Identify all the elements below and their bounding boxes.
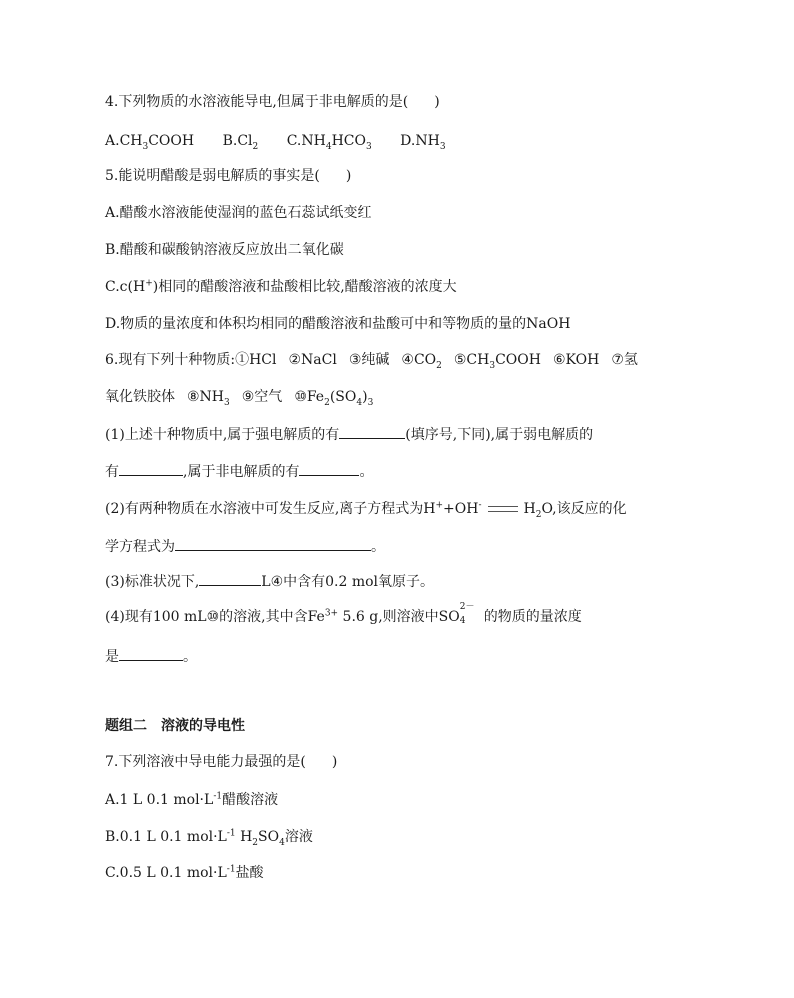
answer-blank[interactable] <box>199 571 261 586</box>
q4-option-c: $C.NH_4HCO_3$ <box>286 133 372 152</box>
q4-option-b: $B.Cl_2$ <box>222 133 259 152</box>
q4-option-a: $A.CH_3COOH$ <box>105 133 195 152</box>
q6-part4-cont: 是 。 <box>105 646 197 667</box>
q6-part1: (1)上述十种物质中,属于强电解质的有 (填序号,下同),属于弱电解质的 <box>105 424 593 445</box>
q4-options <box>105 131 446 151</box>
section-heading: 题组二 溶液的导电性 <box>105 718 245 734</box>
so4-charge: 2－ 4 <box>459 602 475 626</box>
q6-part3: (3)标准状况下, L④中含有0.2 mol氧原子。 <box>105 571 434 592</box>
q6-part1-cont: 有 ,属于非电解质的有 。 <box>105 461 373 482</box>
equals-sign-icon <box>488 506 518 512</box>
q7-option-b: B.0.1 L 0.1 $mol\cdot L^{-1}$ $H_2SO_4$溶液 <box>105 828 313 848</box>
answer-blank[interactable] <box>119 461 183 476</box>
q4-option-d: $D.NH_3$ <box>400 133 446 152</box>
q6-part2-cont: 学方程式为 。 <box>105 536 385 557</box>
q5-stem: 5.能说明醋酸是弱电解质的事实是( ) <box>105 168 352 184</box>
q6-part4: (4)现有100 mL⑩的溶液,其中含$Fe^{3+}$ 5.6 g,则溶液中SO 2－ 4 的物质的量浓度 <box>105 602 582 626</box>
answer-blank[interactable] <box>175 536 371 551</box>
q6-part2: (2)有两种物质在水溶液中可发生反应,离子方程式为H++OH- $H_2O$,该反应的化 <box>105 500 627 520</box>
q5-option-d: D.物质的量浓度和体积均相同的醋酸溶液和盐酸可中和等物质的量的NaOH <box>105 316 571 332</box>
q7-stem: 7.下列溶液中导电能力最强的是( ) <box>105 754 338 770</box>
q5-option-b: B.醋酸和碳酸钠溶液反应放出二氧化碳 <box>105 242 344 258</box>
q6-stem-cont: 氧化铁胶体 $⑧NH_3$ ⑨空气 $⑩Fe_2(SO_4)_3$ <box>105 389 374 408</box>
answer-blank[interactable] <box>339 424 405 439</box>
q5-option-a: A.醋酸水溶液能使湿润的蓝色石蕊试纸变红 <box>105 205 372 221</box>
answer-blank[interactable] <box>119 646 183 661</box>
q4-stem: 4.下列物质的水溶液能导电,但属于非电解质的是( ) <box>105 94 440 110</box>
q5-option-c: C.c(H+)相同的醋酸溶液和盐酸相比较,醋酸溶液的浓度大 <box>105 278 457 295</box>
answer-blank[interactable] <box>299 461 359 476</box>
q7-option-a: A.1 L 0.1 $mol\cdot L^{-1}$醋酸溶液 <box>105 791 279 808</box>
q7-option-c: C.0.5 L 0.1 $mol\cdot L^{-1}$盐酸 <box>105 864 264 881</box>
q6-stem: 6.现有下列十种物质:①HCl ②NaCl ③纯碱 $④CO_2$ $⑤CH_3COOH$ ⑥KOH ⑦氢 <box>105 352 638 371</box>
